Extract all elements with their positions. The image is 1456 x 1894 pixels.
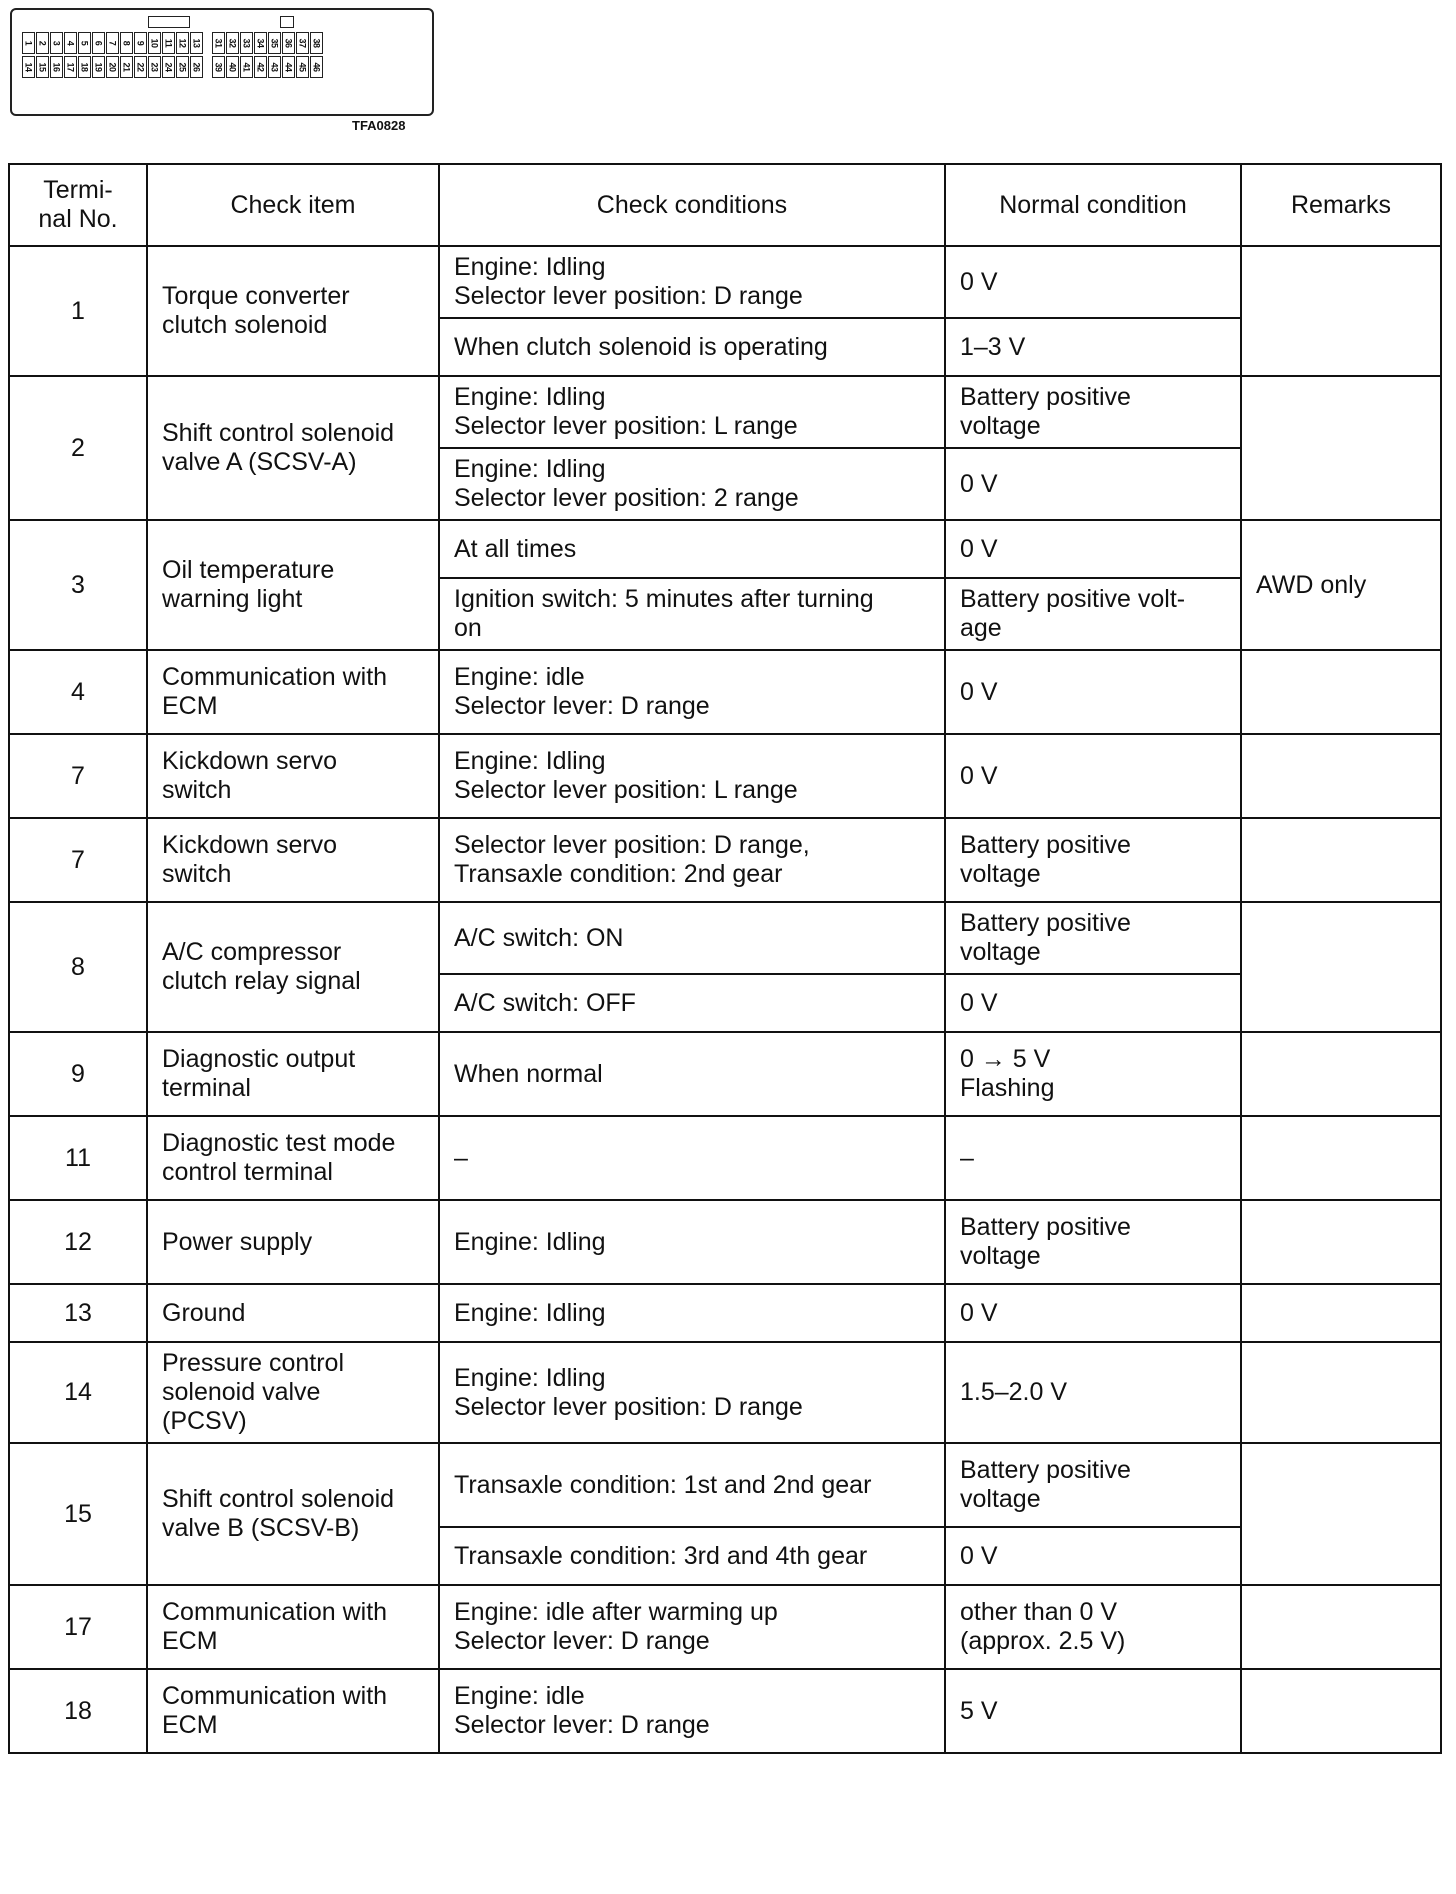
remarks: AWD only — [1241, 520, 1441, 650]
terminal-number: 17 — [9, 1585, 147, 1669]
table-row — [9, 376, 1441, 448]
check-condition: Engine: idle after warming up Selector lever: D range — [439, 1585, 945, 1669]
terminal-number: 4 — [9, 650, 147, 734]
connector-pin: 39 — [212, 56, 225, 78]
check-item: Diagnostic output terminal — [147, 1032, 439, 1116]
remarks — [1241, 1116, 1441, 1200]
connector-key-right — [280, 16, 294, 28]
connector-pin: 18 — [78, 56, 91, 78]
normal-condition: 0 → 5 V Flashing — [945, 1032, 1241, 1116]
normal-condition: Battery positive voltage — [945, 818, 1241, 902]
connector-pin: 9 — [134, 32, 147, 54]
connector-pin: 10 — [148, 32, 161, 54]
remarks — [1241, 1585, 1441, 1669]
connector-pin: 32 — [226, 32, 239, 54]
connector-pin: 37 — [296, 32, 309, 54]
normal-condition: 0 V — [945, 1284, 1241, 1342]
connector-pin: 44 — [282, 56, 295, 78]
table-row — [9, 520, 1441, 578]
connector-pin: 40 — [226, 56, 239, 78]
table-row — [9, 650, 1441, 734]
normal-condition: – — [945, 1116, 1241, 1200]
connector-diagram — [10, 8, 434, 116]
remarks — [1241, 1342, 1441, 1443]
check-condition: When normal — [439, 1032, 945, 1116]
remarks — [1241, 376, 1441, 520]
remarks — [1241, 818, 1441, 902]
connector-pin: 23 — [148, 56, 161, 78]
normal-condition: 0 V — [945, 650, 1241, 734]
remarks — [1241, 650, 1441, 734]
header-terminal-no: Termi- nal No. — [9, 164, 147, 246]
connector-pin: 24 — [162, 56, 175, 78]
check-item: Ground — [147, 1284, 439, 1342]
header-check-conditions: Check conditions — [439, 164, 945, 246]
check-condition: Engine: Idling Selector lever position: D range — [439, 246, 945, 318]
header-check-item: Check item — [147, 164, 439, 246]
check-condition: Engine: Idling Selector lever position: D range — [439, 1342, 945, 1443]
connector-pin: 15 — [36, 56, 49, 78]
header-normal-condition: Normal condition — [945, 164, 1241, 246]
table-row — [9, 1200, 1441, 1284]
connector-pin: 21 — [120, 56, 133, 78]
normal-condition: 0 V — [945, 448, 1241, 520]
remarks — [1241, 1669, 1441, 1753]
remarks — [1241, 1284, 1441, 1342]
connector-pin: 7 — [106, 32, 119, 54]
terminal-number: 9 — [9, 1032, 147, 1116]
check-item: Shift control solenoid valve B (SCSV-B) — [147, 1443, 439, 1585]
connector-pin: 14 — [22, 56, 35, 78]
table-row — [9, 734, 1441, 818]
check-condition: Engine: Idling — [439, 1284, 945, 1342]
connector-pin: 5 — [78, 32, 91, 54]
connector-pin: 4 — [64, 32, 77, 54]
connector-pin: 1 — [22, 32, 35, 54]
terminal-number: 12 — [9, 1200, 147, 1284]
terminal-number: 3 — [9, 520, 147, 650]
check-condition: Ignition switch: 5 minutes after turning on — [439, 578, 945, 650]
header-remarks: Remarks — [1241, 164, 1441, 246]
check-condition: Engine: Idling Selector lever position: L range — [439, 376, 945, 448]
connector-pin: 26 — [190, 56, 203, 78]
check-condition: When clutch solenoid is operating — [439, 318, 945, 376]
connector-pin: 38 — [310, 32, 323, 54]
connector-bottom-pins — [22, 56, 324, 78]
connector-pin: 41 — [240, 56, 253, 78]
normal-condition: 5 V — [945, 1669, 1241, 1753]
check-item: Kickdown servo switch — [147, 818, 439, 902]
check-item: Oil temperature warning light — [147, 520, 439, 650]
terminal-number: 8 — [9, 902, 147, 1032]
check-condition: At all times — [439, 520, 945, 578]
table-row — [9, 818, 1441, 902]
check-item: Communication with ECM — [147, 1669, 439, 1753]
terminal-number: 18 — [9, 1669, 147, 1753]
connector-pin: 31 — [212, 32, 225, 54]
check-item: Communication with ECM — [147, 1585, 439, 1669]
table-row — [9, 1116, 1441, 1200]
connector-pin: 6 — [92, 32, 105, 54]
connector-pin: 8 — [120, 32, 133, 54]
terminal-number: 14 — [9, 1342, 147, 1443]
connector-pin: 17 — [64, 56, 77, 78]
normal-condition: 0 V — [945, 520, 1241, 578]
check-condition: A/C switch: OFF — [439, 974, 945, 1032]
check-item: A/C compressor clutch relay signal — [147, 902, 439, 1032]
check-condition: Selector lever position: D range, Transaxle condition: 2nd gear — [439, 818, 945, 902]
normal-condition: other than 0 V (approx. 2.5 V) — [945, 1585, 1241, 1669]
connector-code: TFA0828 — [352, 118, 406, 133]
terminal-number: 15 — [9, 1443, 147, 1585]
table-row — [9, 902, 1441, 974]
check-condition: Engine: Idling — [439, 1200, 945, 1284]
table-row — [9, 1342, 1441, 1443]
terminal-number: 7 — [9, 818, 147, 902]
check-item: Shift control solenoid valve A (SCSV-A) — [147, 376, 439, 520]
connector-pin: 35 — [268, 32, 281, 54]
check-condition: Engine: Idling Selector lever position: 2 range — [439, 448, 945, 520]
check-condition: A/C switch: ON — [439, 902, 945, 974]
normal-condition: 0 V — [945, 246, 1241, 318]
connector-pin: 16 — [50, 56, 63, 78]
connector-pin: 22 — [134, 56, 147, 78]
remarks — [1241, 1200, 1441, 1284]
connector-top-pins — [22, 32, 324, 54]
table-header-row — [9, 164, 1441, 246]
terminal-spec-table — [8, 163, 1442, 1754]
terminal-number: 13 — [9, 1284, 147, 1342]
check-condition: Transaxle condition: 3rd and 4th gear — [439, 1527, 945, 1585]
check-condition: Engine: idle Selector lever: D range — [439, 650, 945, 734]
check-condition: Engine: idle Selector lever: D range — [439, 1669, 945, 1753]
table-row — [9, 1284, 1441, 1342]
connector-pin: 13 — [190, 32, 203, 54]
terminal-number: 7 — [9, 734, 147, 818]
remarks — [1241, 902, 1441, 1032]
connector-pin: 2 — [36, 32, 49, 54]
connector-pin: 34 — [254, 32, 267, 54]
check-condition: Transaxle condition: 1st and 2nd gear — [439, 1443, 945, 1527]
connector-key-left — [148, 16, 190, 28]
check-item: Pressure control solenoid valve (PCSV) — [147, 1342, 439, 1443]
normal-condition: 0 V — [945, 734, 1241, 818]
remarks — [1241, 1443, 1441, 1585]
connector-pin: 45 — [296, 56, 309, 78]
terminal-number: 1 — [9, 246, 147, 376]
table-row — [9, 1669, 1441, 1753]
normal-condition: Battery positive voltage — [945, 902, 1241, 974]
normal-condition: Battery positive voltage — [945, 1443, 1241, 1527]
table-row — [9, 1032, 1441, 1116]
connector-pin: 33 — [240, 32, 253, 54]
table-row — [9, 246, 1441, 318]
remarks — [1241, 246, 1441, 376]
connector-pin: 42 — [254, 56, 267, 78]
check-item: Power supply — [147, 1200, 439, 1284]
connector-pin: 36 — [282, 32, 295, 54]
check-item: Kickdown servo switch — [147, 734, 439, 818]
normal-condition: Battery positive volt- age — [945, 578, 1241, 650]
normal-condition: Battery positive voltage — [945, 1200, 1241, 1284]
table-row — [9, 1585, 1441, 1669]
table-row — [9, 1443, 1441, 1527]
remarks — [1241, 1032, 1441, 1116]
terminal-number: 11 — [9, 1116, 147, 1200]
connector-pin: 3 — [50, 32, 63, 54]
normal-condition: 1.5–2.0 V — [945, 1342, 1241, 1443]
check-condition: Engine: Idling Selector lever position: L range — [439, 734, 945, 818]
connector-pin: 43 — [268, 56, 281, 78]
connector-pin: 12 — [176, 32, 189, 54]
check-condition: – — [439, 1116, 945, 1200]
terminal-number: 2 — [9, 376, 147, 520]
normal-condition: Battery positive voltage — [945, 376, 1241, 448]
check-item: Communication with ECM — [147, 650, 439, 734]
normal-condition: 0 V — [945, 1527, 1241, 1585]
normal-condition: 0 V — [945, 974, 1241, 1032]
normal-condition: 1–3 V — [945, 318, 1241, 376]
connector-pin: 25 — [176, 56, 189, 78]
connector-pin: 20 — [106, 56, 119, 78]
connector-pin: 11 — [162, 32, 175, 54]
remarks — [1241, 734, 1441, 818]
connector-pin: 46 — [310, 56, 323, 78]
connector-pin: 19 — [92, 56, 105, 78]
check-item: Diagnostic test mode control terminal — [147, 1116, 439, 1200]
check-item: Torque converter clutch solenoid — [147, 246, 439, 376]
